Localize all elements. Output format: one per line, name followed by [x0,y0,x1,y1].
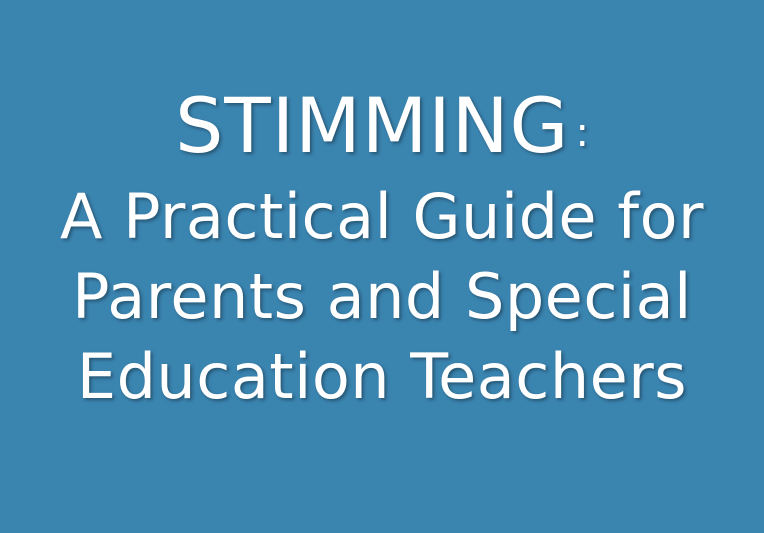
page-title [175,82,589,177]
subtitle-line-1: A Practical Guide for [59,180,705,253]
subtitle-line-2: Parents and Special [72,260,692,333]
title-block [0,82,764,417]
title-main-text: STIMMING [175,81,570,170]
subtitle-line-3: Education Teachers [76,340,688,413]
title-colon: : [575,110,589,156]
